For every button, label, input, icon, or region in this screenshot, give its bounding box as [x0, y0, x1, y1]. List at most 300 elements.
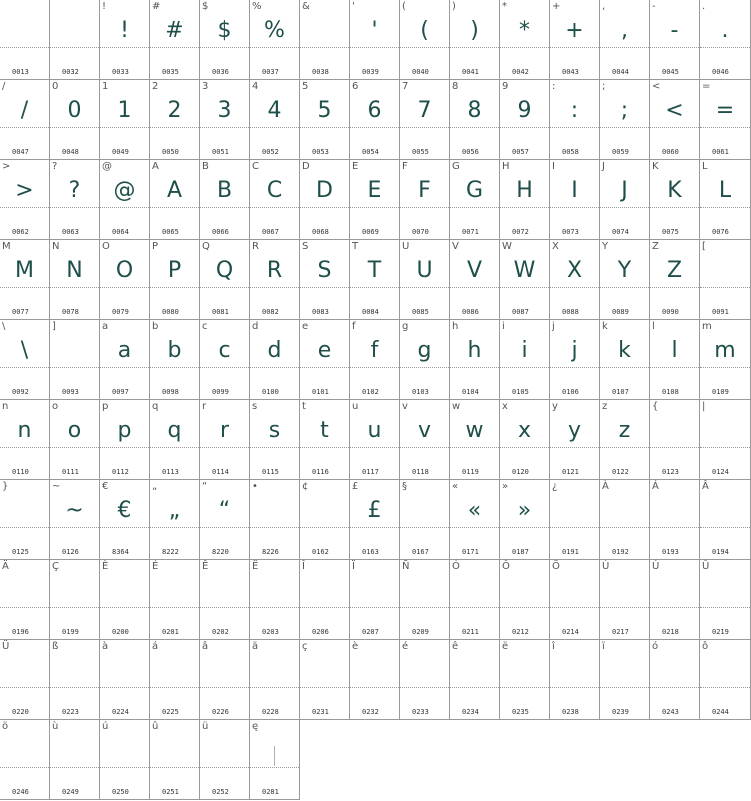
- baseline-guide: [0, 127, 49, 128]
- glyph-cell-label: !: [102, 1, 107, 12]
- glyph-cell-label: S: [302, 241, 309, 252]
- glyph-code: 0252: [212, 788, 229, 796]
- glyph-code: 0209: [412, 628, 429, 636]
- glyph-cell[interactable]: [400, 80, 450, 160]
- glyph-preview: +: [565, 18, 584, 43]
- glyph-cell[interactable]: [500, 400, 550, 480]
- glyph-code: 0084: [362, 308, 379, 316]
- glyph-cell-label: g: [402, 321, 409, 332]
- glyph-cell[interactable]: [100, 0, 150, 80]
- glyph-code: 0108: [662, 388, 679, 396]
- glyph-cell[interactable]: [100, 640, 150, 720]
- glyph-cell-label: û: [152, 721, 159, 732]
- glyph-preview: C: [266, 178, 283, 203]
- glyph-cell[interactable]: [500, 480, 550, 560]
- glyph-preview: z: [618, 418, 631, 443]
- glyph-code: 0200: [112, 628, 129, 636]
- glyph-cell-label: ;: [602, 81, 606, 92]
- glyph-cell-label: •: [252, 481, 258, 492]
- glyph-cell[interactable]: [50, 560, 100, 640]
- glyph-code: 0124: [712, 468, 729, 476]
- glyph-cell-label: f: [352, 321, 356, 332]
- glyph-cell[interactable]: [650, 240, 700, 320]
- glyph-cell[interactable]: [100, 720, 150, 800]
- glyph-cell[interactable]: [700, 80, 751, 160]
- glyph-cell-label: (: [402, 1, 406, 12]
- glyph-cell[interactable]: [450, 480, 500, 560]
- baseline-guide: [550, 447, 599, 448]
- baseline-guide: [350, 287, 399, 288]
- glyph-code: 0083: [312, 308, 329, 316]
- baseline-guide: [200, 47, 249, 48]
- glyph-cell-label: Ê: [202, 561, 209, 572]
- glyph-cell[interactable]: [250, 240, 300, 320]
- glyph-cell[interactable]: [250, 320, 300, 400]
- glyph-cell[interactable]: [250, 640, 300, 720]
- glyph-cell-label: î: [552, 641, 555, 652]
- glyph-code: 0223: [62, 708, 79, 716]
- glyph-cell[interactable]: [650, 160, 700, 240]
- baseline-guide: [250, 527, 299, 528]
- glyph-preview: S: [317, 258, 332, 283]
- glyph-preview: x: [517, 418, 532, 443]
- glyph-code: 0226: [212, 708, 229, 716]
- glyph-cell[interactable]: [450, 160, 500, 240]
- baseline-guide: [50, 287, 99, 288]
- glyph-cell-label: á: [152, 641, 159, 652]
- baseline-guide: [150, 367, 199, 368]
- glyph-cell[interactable]: [700, 160, 751, 240]
- glyph-code: 0100: [262, 388, 279, 396]
- glyph-cell[interactable]: [650, 0, 700, 80]
- glyph-cell[interactable]: [550, 400, 600, 480]
- baseline-guide: [500, 527, 549, 528]
- glyph-cell-label: Ö: [552, 561, 560, 572]
- glyph-preview: b: [167, 338, 182, 363]
- baseline-guide: [300, 607, 349, 608]
- glyph-code: 0103: [412, 388, 429, 396]
- baseline-guide: [300, 127, 349, 128]
- glyph-cell[interactable]: [500, 240, 550, 320]
- glyph-cell-label: É: [152, 561, 159, 572]
- baseline-guide: [650, 687, 699, 688]
- glyph-cell[interactable]: [400, 560, 450, 640]
- glyph-cell[interactable]: [700, 240, 751, 320]
- glyph-cell[interactable]: [200, 400, 250, 480]
- baseline-guide: [100, 447, 149, 448]
- glyph-cell[interactable]: [650, 80, 700, 160]
- baseline-guide: [500, 127, 549, 128]
- glyph-code: 0281: [262, 788, 279, 796]
- glyph-cell[interactable]: [450, 400, 500, 480]
- glyph-preview: f: [370, 338, 379, 363]
- glyph-cell[interactable]: [400, 0, 450, 80]
- glyph-code: 0099: [212, 388, 229, 396]
- glyph-code: 0123: [662, 468, 679, 476]
- glyph-cell[interactable]: [500, 320, 550, 400]
- glyph-code: 0033: [112, 68, 129, 76]
- glyph-cell[interactable]: [300, 480, 350, 560]
- glyph-preview: T: [367, 258, 382, 283]
- glyph-code: 0043: [562, 68, 579, 76]
- glyph-cell[interactable]: [100, 480, 150, 560]
- glyph-cell[interactable]: [350, 480, 400, 560]
- glyph-cell[interactable]: [350, 160, 400, 240]
- glyph-cell[interactable]: [0, 320, 50, 400]
- glyph-cell[interactable]: [500, 560, 550, 640]
- glyph-code: 0115: [262, 468, 279, 476]
- baseline-guide: [400, 687, 449, 688]
- baseline-guide: [550, 607, 599, 608]
- glyph-cell[interactable]: [700, 560, 751, 640]
- glyph-code: 0057: [512, 148, 529, 156]
- glyph-preview: V: [466, 258, 483, 283]
- glyph-preview: E: [367, 178, 382, 203]
- glyph-code: 0194: [712, 548, 729, 556]
- baseline-guide: [250, 207, 299, 208]
- glyph-code: 0061: [712, 148, 729, 156]
- glyph-cell[interactable]: [200, 720, 250, 800]
- baseline-guide: [600, 367, 649, 368]
- glyph-code: 0052: [262, 148, 279, 156]
- glyph-cell[interactable]: [600, 80, 650, 160]
- glyph-code: 0071: [462, 228, 479, 236]
- glyph-cell[interactable]: [400, 240, 450, 320]
- glyph-code: 0079: [112, 308, 129, 316]
- glyph-cell[interactable]: [600, 240, 650, 320]
- glyph-cell[interactable]: [300, 320, 350, 400]
- glyph-cell[interactable]: [300, 400, 350, 480]
- glyph-cell[interactable]: [400, 320, 450, 400]
- glyph-cell[interactable]: [300, 0, 350, 80]
- glyph-cell[interactable]: [50, 240, 100, 320]
- glyph-code: 0225: [162, 708, 179, 716]
- glyph-cell-label: p: [102, 401, 109, 412]
- glyph-cell[interactable]: [500, 160, 550, 240]
- glyph-cell-label: 7: [402, 81, 409, 92]
- baseline-guide: [50, 47, 99, 48]
- glyph-cell[interactable]: [600, 0, 650, 80]
- glyph-cell[interactable]: [50, 400, 100, 480]
- glyph-cell[interactable]: [250, 480, 300, 560]
- glyph-cell[interactable]: [50, 320, 100, 400]
- glyph-cell[interactable]: [50, 160, 100, 240]
- glyph-cell[interactable]: [150, 240, 200, 320]
- glyph-cell[interactable]: [150, 560, 200, 640]
- glyph-code: 0064: [112, 228, 129, 236]
- baseline-guide: [700, 607, 750, 608]
- glyph-cell[interactable]: [100, 560, 150, 640]
- glyph-preview: Z: [666, 258, 683, 283]
- glyph-code: 0069: [362, 228, 379, 236]
- glyph-code: 0082: [262, 308, 279, 316]
- glyph-cell[interactable]: [350, 560, 400, 640]
- glyph-cell[interactable]: [650, 320, 700, 400]
- glyph-code: 0077: [12, 308, 29, 316]
- glyph-preview: K: [667, 178, 682, 203]
- glyph-cell[interactable]: [100, 160, 150, 240]
- glyph-code: 0062: [12, 228, 29, 236]
- glyph-cell[interactable]: [600, 480, 650, 560]
- glyph-code: 0235: [512, 708, 529, 716]
- glyph-cell[interactable]: [700, 480, 751, 560]
- glyph-cell[interactable]: [0, 160, 50, 240]
- glyph-code: 0044: [612, 68, 629, 76]
- glyph-cell-label: Q: [202, 241, 210, 252]
- glyph-cell[interactable]: [300, 560, 350, 640]
- glyph-code: 0125: [12, 548, 29, 556]
- baseline-guide: [100, 207, 149, 208]
- glyph-cell-label: Ú: [652, 561, 660, 572]
- baseline-guide: [450, 527, 499, 528]
- glyph-cell-label: ': [352, 1, 355, 12]
- glyph-cell[interactable]: [0, 0, 50, 80]
- glyph-cell[interactable]: [650, 400, 700, 480]
- glyph-cell[interactable]: [650, 560, 700, 640]
- glyph-cell[interactable]: [550, 160, 600, 240]
- glyph-cell-label: e: [302, 321, 309, 332]
- glyph-cell[interactable]: [350, 320, 400, 400]
- glyph-cell[interactable]: [200, 480, 250, 560]
- glyph-preview: r: [219, 418, 230, 443]
- glyph-cell[interactable]: [450, 560, 500, 640]
- glyph-cell[interactable]: [200, 0, 250, 80]
- glyph-cell[interactable]: [150, 480, 200, 560]
- baseline-guide: [650, 367, 699, 368]
- glyph-cell-label: i: [502, 321, 505, 332]
- glyph-code: 0039: [362, 68, 379, 76]
- glyph-cell[interactable]: [600, 560, 650, 640]
- glyph-cell[interactable]: [50, 80, 100, 160]
- glyph-cell[interactable]: [50, 720, 100, 800]
- glyph-cell-label: R: [252, 241, 259, 252]
- baseline-guide: [350, 367, 399, 368]
- glyph-cell[interactable]: [550, 480, 600, 560]
- glyph-cell[interactable]: [350, 80, 400, 160]
- glyph-cell-label: /: [2, 81, 6, 92]
- glyph-cell[interactable]: [0, 640, 50, 720]
- glyph-cell[interactable]: [150, 80, 200, 160]
- glyph-cell[interactable]: [400, 480, 450, 560]
- glyph-cell-label: w: [452, 401, 461, 412]
- baseline-guide: [600, 527, 649, 528]
- glyph-cell[interactable]: [0, 560, 50, 640]
- baseline-guide: [250, 47, 299, 48]
- glyph-cell[interactable]: [400, 160, 450, 240]
- glyph-cell[interactable]: [250, 560, 300, 640]
- glyph-preview: «: [467, 498, 482, 523]
- baseline-guide: [250, 287, 299, 288]
- glyph-preview: B: [216, 178, 233, 203]
- glyph-cell[interactable]: [450, 80, 500, 160]
- glyph-preview: 7: [417, 98, 432, 123]
- glyph-cell[interactable]: [200, 640, 250, 720]
- glyph-cell-label: v: [402, 401, 408, 412]
- glyph-cell[interactable]: [150, 0, 200, 80]
- glyph-cell-label: D: [302, 161, 310, 172]
- glyph-code: 0046: [712, 68, 729, 76]
- glyph-cell[interactable]: [250, 160, 300, 240]
- glyph-code: 0193: [662, 548, 679, 556]
- glyph-cell-label: [: [702, 241, 706, 252]
- glyph-cell[interactable]: [550, 0, 600, 80]
- glyph-cell[interactable]: [100, 80, 150, 160]
- glyph-cell[interactable]: [50, 480, 100, 560]
- glyph-preview: -: [670, 18, 679, 43]
- glyph-preview: /: [20, 98, 29, 123]
- glyph-cell[interactable]: [550, 320, 600, 400]
- glyph-cell[interactable]: [650, 480, 700, 560]
- baseline-guide: [0, 687, 49, 688]
- baseline-guide: [700, 207, 750, 208]
- glyph-cell[interactable]: [550, 560, 600, 640]
- glyph-cell[interactable]: [350, 240, 400, 320]
- glyph-cell[interactable]: [600, 400, 650, 480]
- glyph-cell[interactable]: [150, 640, 200, 720]
- glyph-code: 0113: [162, 468, 179, 476]
- baseline-guide: [500, 287, 549, 288]
- glyph-cell[interactable]: [250, 0, 300, 80]
- glyph-cell[interactable]: [250, 400, 300, 480]
- glyph-cell-label: 3: [202, 81, 209, 92]
- baseline-guide: [650, 207, 699, 208]
- glyph-cell-label: Á: [652, 481, 659, 492]
- baseline-guide: [400, 47, 449, 48]
- glyph-cell[interactable]: [400, 400, 450, 480]
- baseline-guide: [200, 367, 249, 368]
- glyph-code: 0214: [562, 628, 579, 636]
- glyph-cell-label: 6: [352, 81, 359, 92]
- glyph-cell[interactable]: [200, 240, 250, 320]
- glyph-preview: v: [417, 418, 432, 443]
- glyph-code: 0187: [512, 548, 529, 556]
- glyph-code: 0234: [462, 708, 479, 716]
- glyph-cell[interactable]: [600, 640, 650, 720]
- glyph-cell[interactable]: [150, 320, 200, 400]
- glyph-code: 0092: [12, 388, 29, 396]
- baseline-guide: [0, 367, 49, 368]
- glyph-code: 0243: [662, 708, 679, 716]
- glyph-cell[interactable]: [550, 240, 600, 320]
- glyph-cell[interactable]: [500, 0, 550, 80]
- glyph-preview: g: [417, 338, 432, 363]
- glyph-preview: M: [15, 258, 34, 283]
- glyph-cell[interactable]: [450, 240, 500, 320]
- glyph-cell[interactable]: [700, 400, 751, 480]
- glyph-cell[interactable]: [350, 400, 400, 480]
- glyph-cell[interactable]: [100, 240, 150, 320]
- glyph-code: 0163: [362, 548, 379, 556]
- glyph-cell[interactable]: [200, 560, 250, 640]
- glyph-cell-label: B: [202, 161, 209, 172]
- glyph-cell[interactable]: [100, 320, 150, 400]
- glyph-cell[interactable]: [500, 640, 550, 720]
- glyph-preview: q: [167, 418, 182, 443]
- glyph-cell[interactable]: [350, 0, 400, 80]
- glyph-code: 0109: [712, 388, 729, 396]
- glyph-cell[interactable]: [200, 160, 250, 240]
- glyph-code: 0040: [412, 68, 429, 76]
- glyph-cell-label: U: [402, 241, 410, 252]
- baseline-guide: [0, 767, 49, 768]
- glyph-cell[interactable]: [400, 640, 450, 720]
- glyph-cell[interactable]: [300, 80, 350, 160]
- glyph-cell[interactable]: [0, 80, 50, 160]
- glyph-cell[interactable]: [150, 160, 200, 240]
- glyph-cell[interactable]: [550, 640, 600, 720]
- glyph-code: 0037: [262, 68, 279, 76]
- glyph-cell[interactable]: [150, 400, 200, 480]
- baseline-guide: [200, 207, 249, 208]
- baseline-guide: [350, 127, 399, 128]
- glyph-cell[interactable]: [300, 240, 350, 320]
- glyph-cell[interactable]: [350, 640, 400, 720]
- glyph-code: 0119: [462, 468, 479, 476]
- glyph-cell[interactable]: [0, 240, 50, 320]
- glyph-cell[interactable]: [250, 80, 300, 160]
- glyph-cell-label: 2: [152, 81, 159, 92]
- baseline-guide: [150, 47, 199, 48]
- glyph-cell[interactable]: [700, 0, 751, 80]
- glyph-cell-label: O: [102, 241, 110, 252]
- baseline-guide: [450, 367, 499, 368]
- glyph-cell[interactable]: [650, 640, 700, 720]
- glyph-cell[interactable]: [150, 720, 200, 800]
- glyph-cell[interactable]: [200, 80, 250, 160]
- glyph-cell[interactable]: [200, 320, 250, 400]
- glyph-cell-label: h: [452, 321, 459, 332]
- glyph-preview: F: [418, 178, 431, 203]
- glyph-cell[interactable]: [700, 640, 751, 720]
- glyph-code: 0065: [162, 228, 179, 236]
- glyph-cell-label: a: [102, 321, 109, 332]
- glyph-cell-label: H: [502, 161, 510, 172]
- glyph-code: 0114: [212, 468, 229, 476]
- glyph-code: 0074: [612, 228, 629, 236]
- glyph-cell[interactable]: [250, 720, 300, 800]
- baseline-guide: [100, 127, 149, 128]
- glyph-cell[interactable]: [450, 0, 500, 80]
- baseline-guide: [600, 207, 649, 208]
- glyph-cell-label: ę: [252, 721, 259, 732]
- glyph-cell-label: é: [402, 641, 409, 652]
- glyph-cell[interactable]: [0, 480, 50, 560]
- glyph-cell[interactable]: [450, 640, 500, 720]
- glyph-cell[interactable]: [50, 640, 100, 720]
- glyph-cell[interactable]: [300, 640, 350, 720]
- glyph-cell-label: *: [502, 1, 507, 12]
- glyph-cell[interactable]: [100, 400, 150, 480]
- glyph-code: 0047: [12, 148, 29, 156]
- glyph-cell[interactable]: [500, 80, 550, 160]
- glyph-cell[interactable]: [0, 400, 50, 480]
- glyph-cell-label: <: [652, 81, 661, 92]
- glyph-cell[interactable]: [700, 320, 751, 400]
- glyph-cell[interactable]: [550, 80, 600, 160]
- glyph-cell[interactable]: [300, 160, 350, 240]
- glyph-cell[interactable]: [600, 160, 650, 240]
- glyph-cell[interactable]: [450, 320, 500, 400]
- glyph-code: 8222: [162, 548, 179, 556]
- glyph-cell[interactable]: [0, 720, 50, 800]
- glyph-code: 0121: [562, 468, 579, 476]
- glyph-cell-label: ä: [252, 641, 259, 652]
- glyph-cell[interactable]: [50, 0, 100, 80]
- glyph-cell[interactable]: [600, 320, 650, 400]
- glyph-cell-label: à: [102, 641, 109, 652]
- glyph-code: 0117: [362, 468, 379, 476]
- glyph-cell-label: Â: [702, 481, 709, 492]
